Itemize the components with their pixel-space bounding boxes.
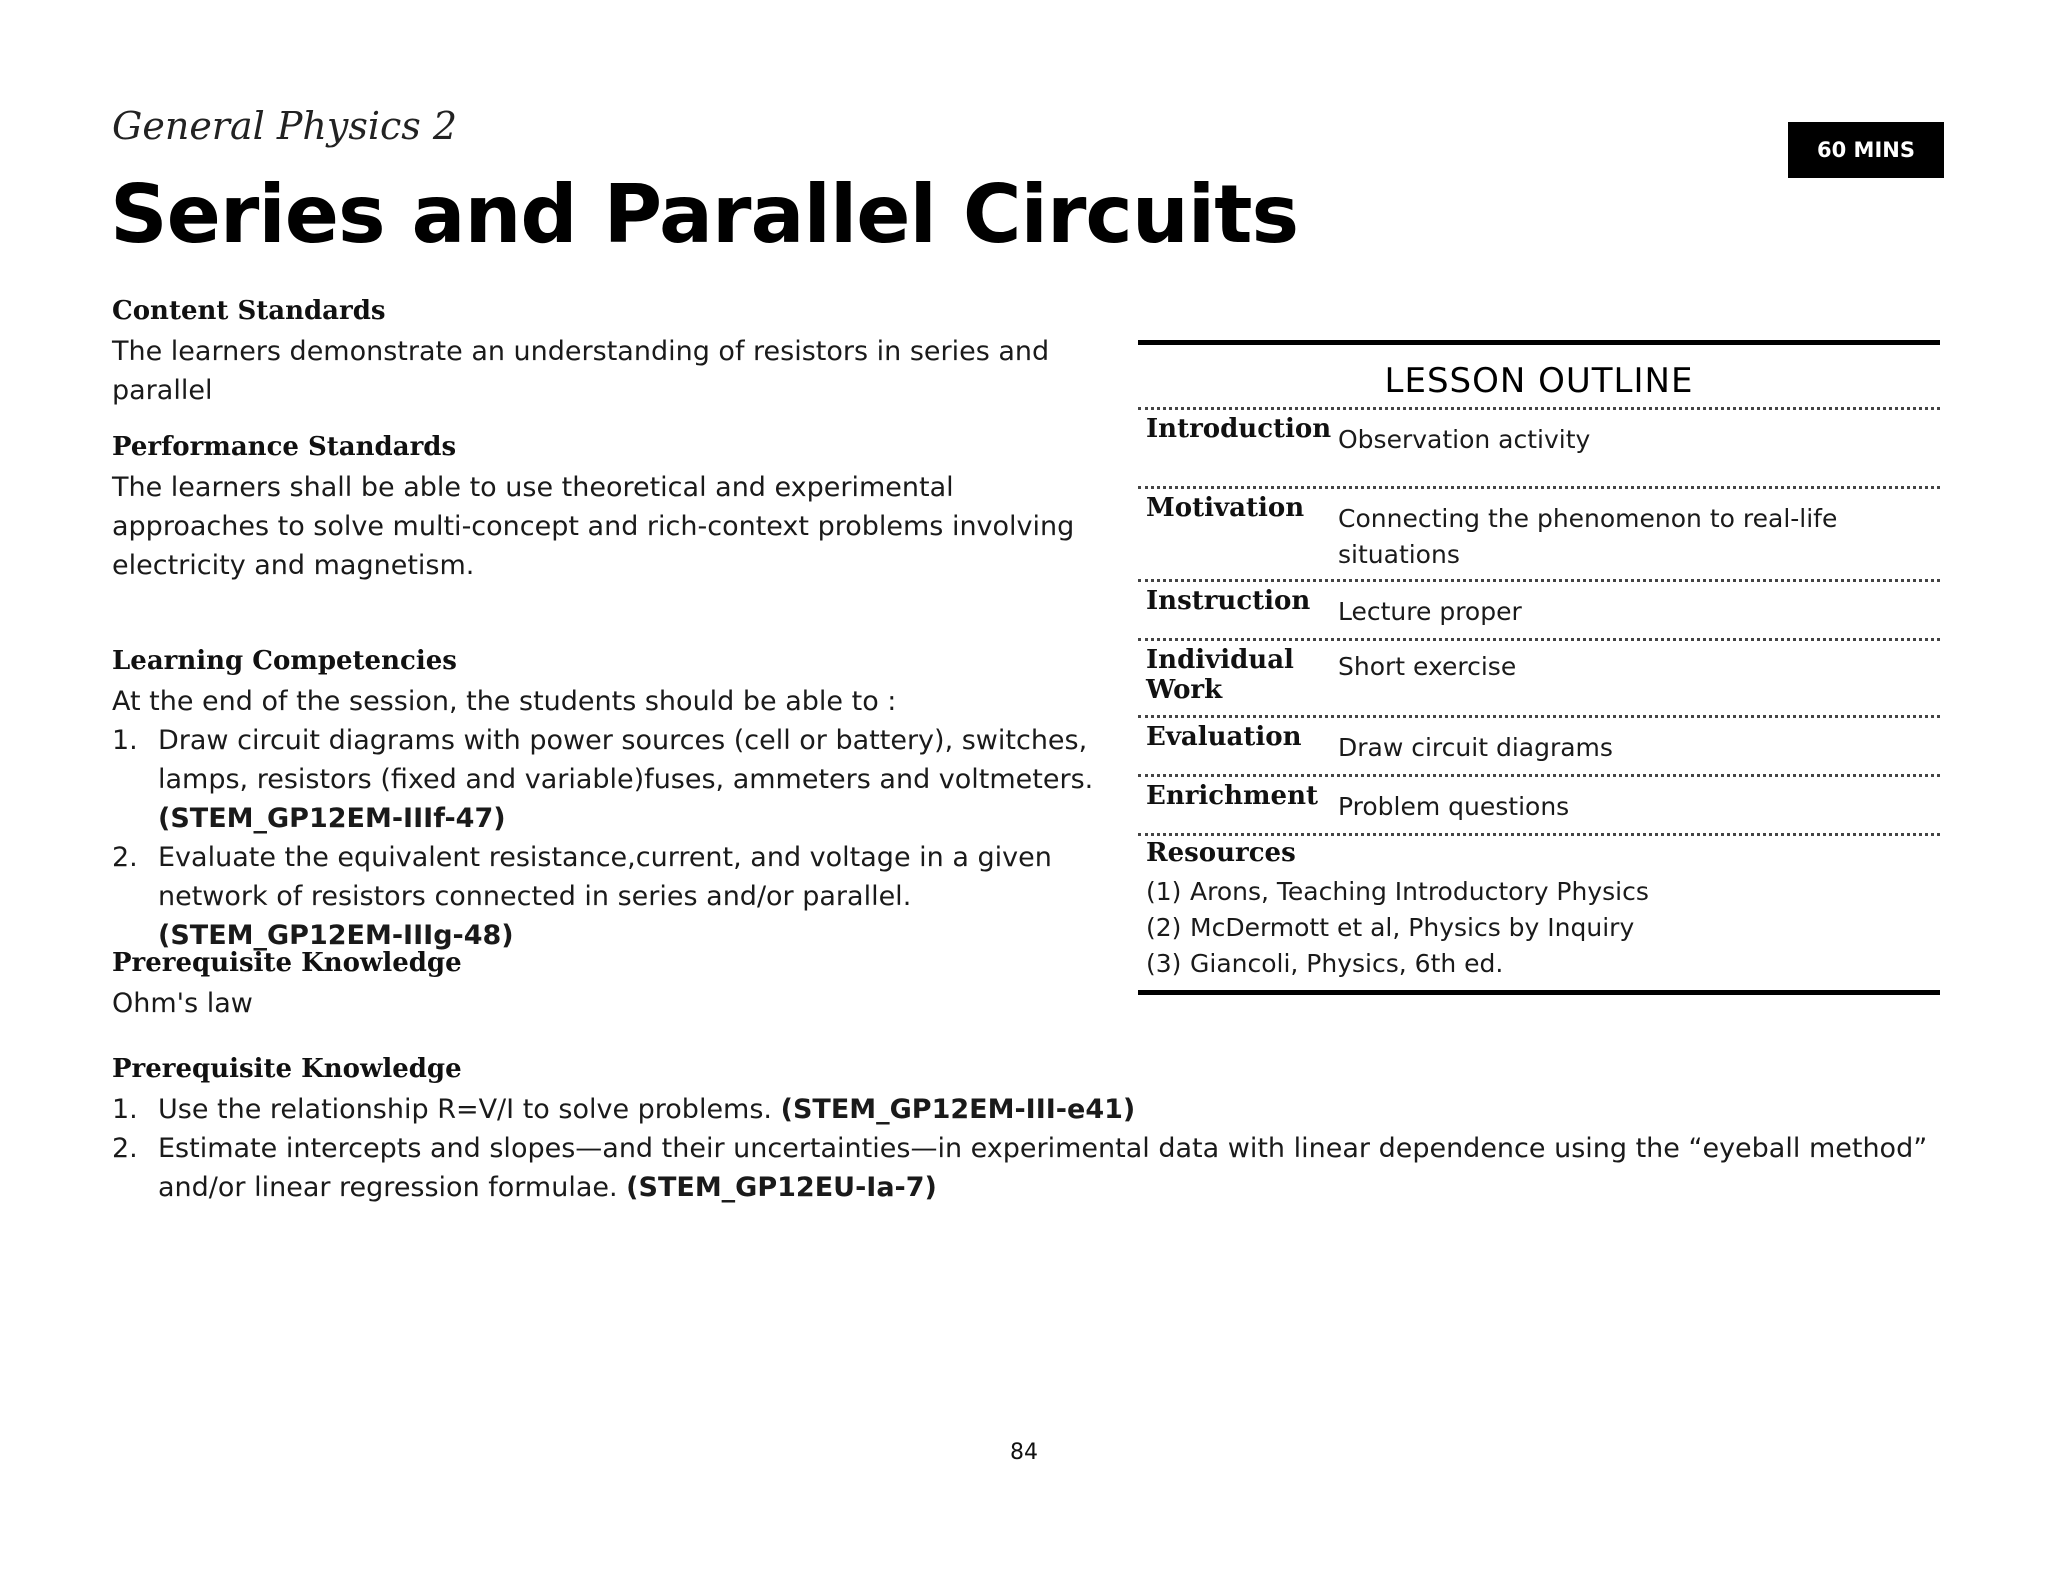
- performance-standards-text: The learners shall be able to use theoretical and experimental approaches to solve multi-concept and rich-context problems involving electricity and magnetism.: [112, 472, 1075, 581]
- list-item-text: Estimate intercepts and slopes—and their uncertainties—in experimental data with linear dependence using the “eyeball method” and/or linear regression formulae.: [158, 1133, 1928, 1203]
- duration-badge: 60 MINS: [1788, 122, 1944, 178]
- competency-code: (STEM_GP12EM-IIIf-47): [158, 803, 506, 834]
- prerequisite-skills-list: [112, 1090, 1942, 1207]
- list-item: [1146, 910, 1940, 946]
- prerequisite-skills-section: [112, 1054, 1942, 1207]
- list-item-text: Draw circuit diagrams with power sources (cell or battery), switches, lamps, resistors (fixed and variable)fuses, ammeters and voltmeters.: [158, 725, 1094, 795]
- page-title: Series and Parallel Circuits: [110, 168, 1299, 261]
- prerequisite-knowledge-section: [112, 948, 1112, 1023]
- list-item: [112, 1090, 1942, 1129]
- outline-row-value: Connecting the phenomenon to real-life situations: [1338, 504, 1838, 569]
- list-item: [112, 1129, 1942, 1207]
- outline-row-label: Motivation: [1146, 493, 1305, 523]
- resources-label: Resources: [1146, 838, 1296, 868]
- list-item-text: Evaluate the equivalent resistance,current, and voltage in a given network of resistors connected in series and/or parallel.: [158, 842, 1052, 912]
- list-item-number: 2.: [112, 1133, 138, 1164]
- list-item-number: 1.: [112, 1094, 138, 1125]
- outline-row-value: Problem questions: [1338, 792, 1570, 821]
- content-standards-text: The learners demonstrate an understanding of resistors in series and parallel: [112, 336, 1050, 406]
- subject-label: General Physics 2: [112, 104, 458, 148]
- list-item: [1146, 946, 1940, 982]
- competency-code: (STEM_GP12EM-IIIg-48): [158, 920, 514, 951]
- learning-competencies-heading: Learning Competencies: [112, 646, 457, 676]
- outline-row-motivation: [1138, 489, 1940, 582]
- competency-code: (STEM_GP12EM-III-e41): [780, 1094, 1136, 1125]
- resource-text: McDermott et al, Physics by Inquiry: [1190, 913, 1635, 942]
- outline-row-instruction: [1138, 582, 1940, 641]
- outline-row-label: Instruction: [1146, 586, 1311, 616]
- competency-code: (STEM_GP12EU-Ia-7): [626, 1172, 937, 1203]
- list-item-number: 1.: [112, 725, 138, 756]
- prerequisite-knowledge-heading: Prerequisite Knowledge: [112, 948, 462, 978]
- prerequisite-knowledge-text: Ohm's law: [112, 988, 253, 1019]
- outline-row-value: Lecture proper: [1338, 597, 1522, 626]
- resource-number: (2): [1146, 913, 1182, 942]
- competencies-list: [112, 721, 1112, 955]
- resource-text: Arons, Teaching Introductory Physics: [1190, 877, 1649, 906]
- outline-row-label: Individual Work: [1146, 645, 1294, 705]
- performance-standards-section: [112, 432, 1112, 585]
- performance-standards-heading: Performance Standards: [112, 432, 457, 462]
- list-item: [1146, 874, 1940, 910]
- outline-row-value: Draw circuit diagrams: [1338, 733, 1613, 762]
- lesson-outline: [1138, 340, 1940, 995]
- resource-number: (1): [1146, 877, 1182, 906]
- outline-row-introduction: [1138, 410, 1940, 489]
- outline-row-evaluation: [1138, 718, 1940, 777]
- lesson-outline-title: LESSON OUTLINE: [1138, 345, 1940, 410]
- outline-row-label: Evaluation: [1146, 722, 1302, 752]
- content-standards-section: [112, 296, 1112, 410]
- outline-row-value: Short exercise: [1338, 652, 1517, 681]
- prerequisite-skills-heading: Prerequisite Knowledge: [112, 1054, 462, 1084]
- page-number: 84: [1010, 1440, 1038, 1465]
- outline-row-individual-work: [1138, 641, 1940, 718]
- content-standards-heading: Content Standards: [112, 296, 386, 326]
- resource-text: Giancoli, Physics, 6th ed.: [1190, 949, 1504, 978]
- list-item-text: Use the relationship R=V/I to solve problems.: [158, 1094, 781, 1125]
- outline-row-enrichment: [1138, 777, 1940, 836]
- outline-row-value: Observation activity: [1338, 425, 1591, 454]
- list-item-number: 2.: [112, 842, 138, 873]
- resources-list: [1138, 874, 1940, 982]
- list-item: [112, 721, 1112, 838]
- learning-competencies-intro: At the end of the session, the students should be able to :: [112, 686, 897, 717]
- list-item: [112, 838, 1112, 955]
- learning-competencies-section: [112, 646, 1112, 955]
- outline-row-label: Enrichment: [1146, 781, 1318, 811]
- outline-row-label: Introduction: [1146, 414, 1332, 444]
- resource-number: (3): [1146, 949, 1182, 978]
